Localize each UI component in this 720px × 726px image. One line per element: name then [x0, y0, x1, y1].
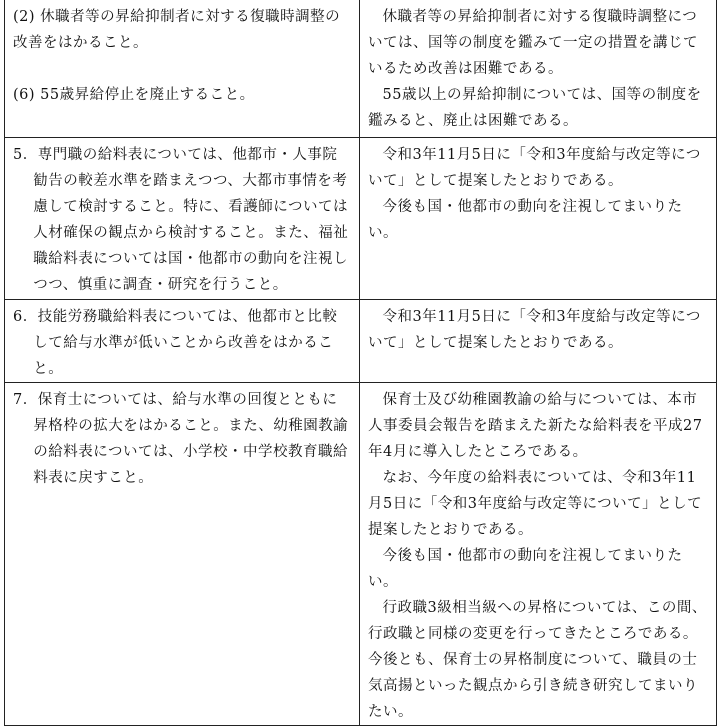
response-paragraph: 今後も国・他都市の動向を注視してまいりたい。 [368, 548, 683, 590]
demand-item: 6．技能労務職給料表については、他都市と比較して給与水準が低いことから改善をはかること。 [13, 309, 338, 377]
response-paragraph: 今後も国・他都市の動向を注視してまいりたい。 [368, 199, 683, 241]
table-row [5, 300, 717, 383]
response-cell [360, 300, 717, 383]
response-cell [360, 383, 717, 726]
response-paragraph: 55歳以上の昇給抑制については、国等の制度を鑑みると、廃止は困難である。 [368, 87, 702, 129]
demand-item: (6) 55歳昇給停止を廃止すること。 [13, 87, 255, 103]
response-paragraph: 休職者等の昇給抑制者に対する復職時調整については、国等の制度を鑑みて一定の措置を講じているため改善は困難である。 [368, 9, 698, 77]
demand-cell [5, 383, 360, 726]
response-paragraph: 今後とも、保育士の昇格制度について、職員の士気高揚といった観点から引き続き研究してまいりたい。 [368, 652, 698, 720]
response-cell [360, 0, 717, 138]
demand-cell [5, 300, 360, 383]
response-paragraph: 令和3年11月5日に「令和3年度給与改定等について」として提案したとおりである。 [368, 309, 701, 351]
demand-item: (2) 休職者等の昇給抑制者に対する復職時調整の改善をはかること。 [13, 9, 341, 51]
demand-cell [5, 138, 360, 300]
demand-cell [5, 0, 360, 138]
response-paragraph: 行政職3級相当級への昇格については、この間、行政職と同様の変更を行ってきたところである。 [368, 600, 707, 642]
response-paragraph: 保育士及び幼稚園教諭の給与については、本市人事委員会報告を踏まえた新たな給料表を平成27年4月に導入したところである。 [368, 392, 703, 460]
table-row [5, 0, 717, 138]
table-row [5, 383, 717, 726]
demand-item: 7．保育士については、給与水準の回復とともに昇格枠の拡大をはかること。また、幼稚園教諭の給料表については、小学校・中学校教育職給料表に戻すこと。 [13, 392, 349, 486]
table-row [5, 138, 717, 300]
response-paragraph: なお、今年度の給料表については、令和3年11月5日に「令和3年度給与改定等について」として提案したとおりである。 [368, 470, 703, 538]
response-table [4, 0, 717, 726]
response-paragraph: 令和3年11月5日に「令和3年度給与改定等について」として提案したとおりである。 [368, 147, 701, 189]
demand-item: 5．専門職の給料表については、他都市・人事院勧告の較差水準を踏まえつつ、大都市事情を考慮して検討すること。特に、看護師については人材確保の観点から検討すること。また、福祉職給料表については国・他都市の動向を注視しつつ、慎重に調査・研究を行うこと。 [13, 147, 349, 293]
response-cell [360, 138, 717, 300]
